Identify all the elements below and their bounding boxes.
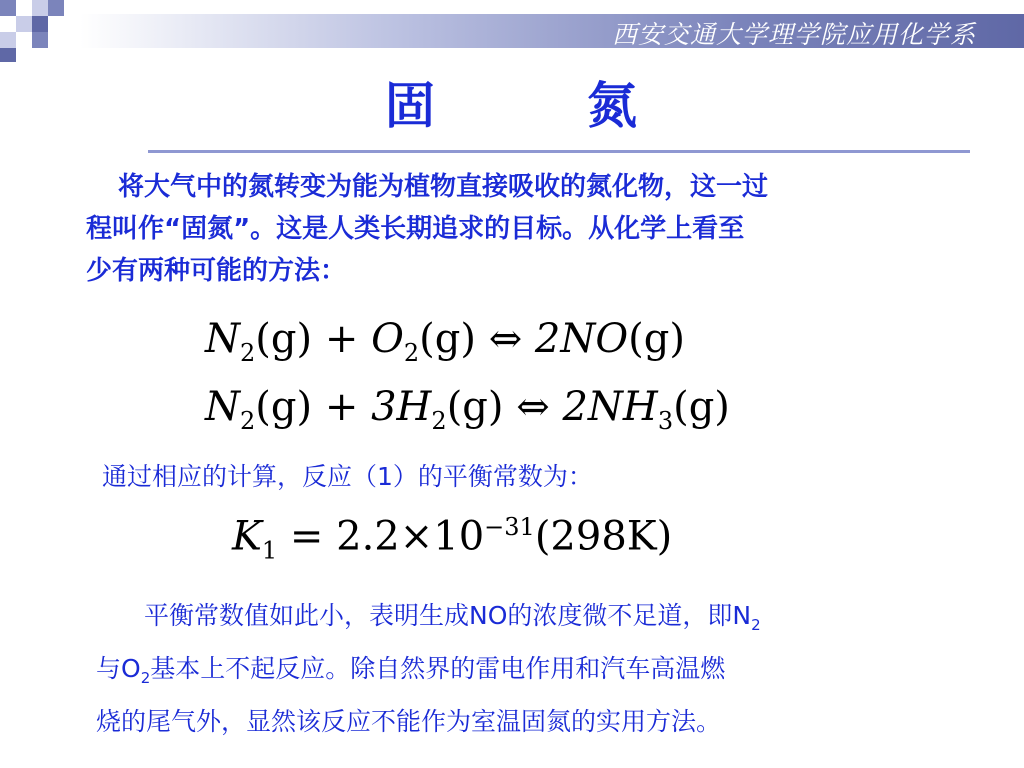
- corner-decoration: [0, 0, 80, 62]
- conclusion-line-1: 平衡常数值如此小，表明生成NO的浓度微不足道，即$N_2$: [144, 601, 761, 634]
- institution-name: 西安交通大学理学院应用化学系: [611, 20, 976, 49]
- equilibrium-intro: 通过相应的计算，反应（1）的平衡常数为：: [102, 462, 593, 491]
- slide-title: [0, 66, 1024, 138]
- intro-line-2: 程叫作“固氮”。这是人类长期追求的目标。从化学上看至: [86, 214, 745, 244]
- equilibrium-constant: $K_1 = 2.2\times 10^{-31}(298K)$: [232, 513, 673, 565]
- equation-2: $N_2(g) + 3H_2(g)$ ⇔ $2NH_3(g)$: [205, 384, 730, 435]
- conclusion-line-2: 与$O_2$基本上不起反应。除自然界的雷电作用和汽车高温燃: [96, 654, 726, 687]
- conclusion-line-3: 烧的尾气外，显然该反应不能作为室温固氮的实用方法。: [96, 707, 722, 736]
- title-part2: 氮: [587, 77, 639, 135]
- conclusion-paragraph: [96, 594, 976, 743]
- intro-line-3: 少有两种可能的方法：: [86, 256, 347, 286]
- equation-1: $N_2(g) + O_2(g)$ ⇔ 2NO(g): [205, 316, 685, 367]
- intro-paragraph: [86, 166, 976, 292]
- title-part1: 固: [385, 77, 437, 135]
- intro-line-1: 将大气中的氮转变为能为植物直接吸收的氮化物，这一过: [118, 172, 769, 202]
- title-divider: [148, 150, 970, 153]
